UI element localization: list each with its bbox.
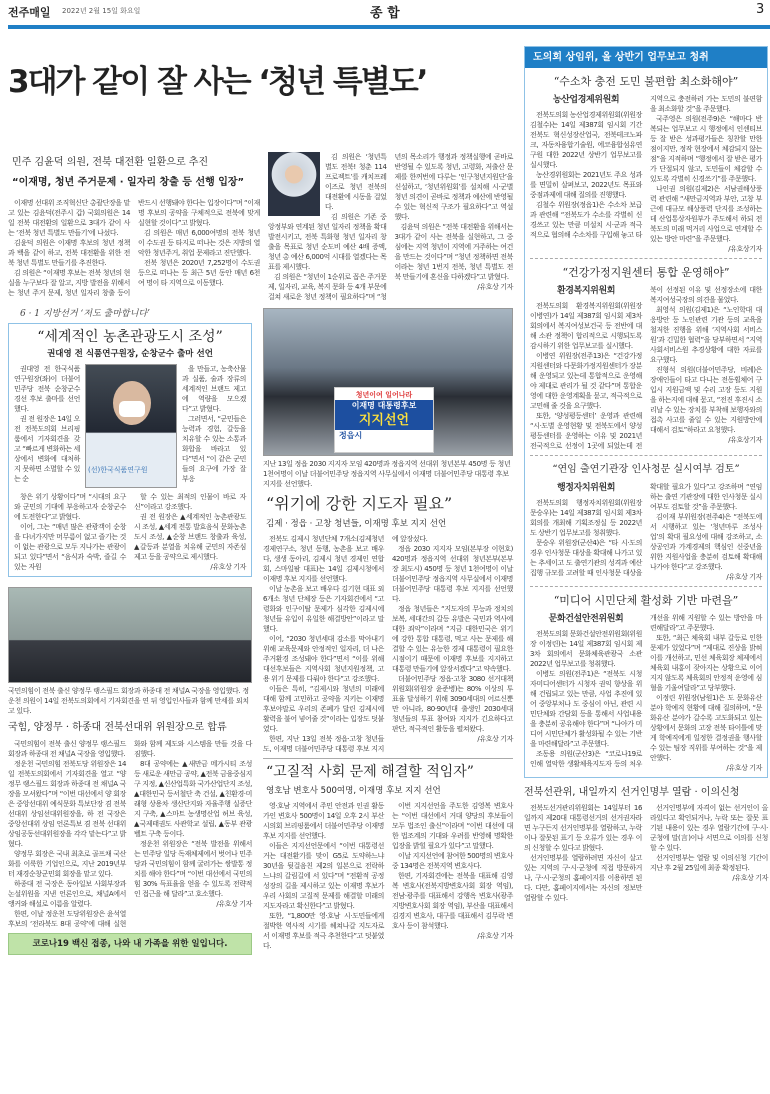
vaccine-banner: 코로나19 백신 접종, 나와 내 가족을 위한 일입니다.: [8, 933, 252, 955]
paragraph: 김이재 부위원장(전주4)은 “전북도에서 시행하고 있는 ‘청년마루 조성사업’의 확대 필요성에 대해 강조하고, 소상공인과 가계경제의 핵심인 신중년을 위한 지원사업을 충분히 검토해 확대해 나가야 한다”고 강조했다.: [650, 513, 762, 571]
byline: /유호상 기자: [477, 735, 513, 743]
ppp-body: [8, 739, 252, 929]
byline: /유호상기자: [728, 245, 762, 253]
paragraph: 국주영은 의원(전주9)은 “해마다 반복되는 업무보고 시 행정에서 인센티브 등 잘 받은 성과평가들은 칭찬할 만한 점이지만, 정작 현장에서 체감되지 않는 점”을 지적하며 “행정에서 잘 받은 평가가 단절되지 않고, 도민들이 체감할 수 있도록 각별히 신경쓰기”를 주문했다.: [650, 115, 762, 183]
paragraph: 이번 지지선언을 주도한 김영복 변호사는 “이번 대선에서 거대 양당의 후보들이 모두 법조인 출신”이라며 “이번 대선에 대한 법조계의 기대와 우려를 반영해 명확한 입장을 밝힐 필요가 있다”고 말했다.: [392, 802, 513, 850]
middle-column: [263, 308, 513, 955]
banner-line4: 정읍시: [339, 431, 363, 440]
paragraph: 농산경위원회는 2021년도 주요 성과를 면밀히 살펴보고, 2022년도 목표와 중점과제에 대해 질의를 진행했다.: [530, 171, 642, 199]
paragraph: 전북도의회 문화건설안전위원회(위원장 이정린)는 14일 제387회 임시회 제3차 회의에서 문화체육관광국 소관 2022년 업무보고를 청취했다.: [530, 630, 642, 668]
paragraph: 권대영 전 한국식품연구원장(좌)이 더불어민주당 전북 순창군수 경선 후보 출마를 선언했다.: [14, 365, 80, 413]
byline: /유호상 기자: [726, 573, 762, 581]
series-label: 6 · 1 지방선거 ‘저도 출마합니다’: [20, 309, 150, 319]
kwon-photo: [85, 364, 177, 488]
council-section-culture: [525, 594, 767, 777]
paragraph: 김철수 위원장(정읍1)은 수소차 보급과 관련해 “전북도가 수소를 각별히 신경쓰고 있는 만큼 미설치 시·군과 적극적으로 협의해 수소차를 구입해 놓고 타지역으로 충전하러 가는 도민의 불편함을 최소화할 것”을 주문했다.: [530, 95, 762, 239]
kwon-top-row: [14, 364, 246, 488]
paragraph: 나인권 의원(김제2)은 서남권해상풍력 관련해 “새만금지역과 부안, 고창 부근에 대규모 해상풍력 단지를 조성하는데 산업통상자원부가 주도해서 하되 전북도의 미래 먹거리 사업으로 연계할 수 있는 방안 마련”을 주문했다.: [650, 185, 762, 243]
section-headline: “건강가정지원센터 통합 운영해야”: [562, 266, 730, 279]
section-name: 종 합: [370, 6, 400, 21]
kwon-body-left: [14, 364, 80, 488]
page-number: 3: [756, 2, 765, 17]
council-section-admin: [525, 463, 767, 586]
paragraph: 이재명 선대위 조직혁신단 총괄단장을 맡고 있는 김윤덕(전주시 갑) 국회의원은 14일 전북 대전환의 일환으로 3대가 같이 사는 ‘전북 청년 특별도 만들기’에 나섰다.: [8, 199, 130, 237]
paragraph: 또한, ‘양성평등센터’ 운영과 관련해 “시·도별 운영현황 및 전북도에서 양성평등센터를 운영하는 이유 및 2021년 전국적으로 선정이 1곳에 되었는데 전북이 선정된 이유 및 선정장소에 대한 복지여성국장의 의견을 물었다.: [530, 286, 762, 450]
paragraph: 더불어민주당 정읍·고창 3080 선거대책위원회(위원장 윤준병)는 80% 이상의 투표율 달성하기 위해 3090세대의 어르신뿐만 아니라, 80·90년대 출생인 2030세대 청년들의 투표 참여와 지지가 긴요하다고 판단, 적극적인 활동을 펼쳐왔다.: [392, 675, 513, 733]
council-box: [524, 46, 768, 778]
kim-portrait: [268, 152, 320, 216]
main-body-left: [8, 198, 260, 298]
paragraph: 이병연 위원장(전주13)은 “건강가정지원센터와 다문화가정지원센터가 장분해 운영되고 있는데 통합적으로 운영해야 제대로 관리가 될 것 같다”며 통합운영에 대한 운영계획을 묻고, 적극적으로 고민해 줄 것을 요구했다.: [530, 352, 642, 410]
kwon-subhead: 권대영 전 식품연구원장, 순창군수 출마 선언: [47, 349, 213, 359]
committee-name: 문화건설안전위원회: [548, 614, 624, 624]
paragraph: 선거인명부를 열람하려면 자신이 살고 있는 지역의 구·시·군청에 직접 방문하거나, 구·시·군청의 홈페이지를 이용하면 된다. 다만, 홈페이지에서는 자신의 정보만 열람할 수 있다.: [524, 854, 642, 902]
election-headline: 전북선관위, 내일까지 선거인명부 열람 · 이의신청: [524, 787, 740, 798]
paragraph: 한편, 이날 정운천 도당위원장은 윤석열 후보의 ‘전라북도 8대 공약’에 대해 실현화와 함께 제도와 시스템을 만들 것을 다짐했다.: [8, 740, 252, 928]
paragraph: 정운천 국민의힘 전북도당 위원장은 14일 전북도의회에서 기자회견을 열고 “양정무 랭스필드 회장과 하종대 전 채널A 국장을 모셔왔다”며 “이번 대선에서 양 회장은 중앙선대위 예식문화 특보단장 겸 전북 선대위 상임선대위원장을, 하 전 국장은 중앙선대위 상임 언론특보 겸 전북 선대위 상임공동선대위원장을 각각 맡는다”고 밝혔다.: [8, 760, 126, 848]
divider: [263, 758, 513, 759]
rally-subhead: 김제 · 정읍 · 고창 청년들, 이재명 후보 지지 선언: [266, 519, 447, 529]
paragraph: 양정무 회장은 국내 최초로 골프채 국산화를 이룩한 기업인으로, 지난 2019년부터 재경순창군민회 회장을 맡고 있다.: [8, 850, 126, 878]
byline: /유호상 기자: [726, 764, 762, 772]
paragraph: 전북도 김제시 청년단체 7개소(김제청년 경제연구소, 청년 동행, 농촌을 보고 배우다, 생생 동아리, 김제시 청년 경제인 연합회, 스마일팜 대표)는 14일 김제시청에서 이재명 후보 지지를 선언했다.: [263, 535, 384, 583]
paragraph: 정읍 2030 지지자 모임(본부장 이현호) 420명과 정읍지역 선대위 청년본부(본부장 최도시) 450명 등 청년 1천여명이 이날 더불어민주당 정읍지역 사무실에서 이재명 더불어민주당 대통령 후보 지지를 선언했다.: [392, 545, 513, 603]
paragraph: 이날 지지선언에 참여한 500명의 변호사 중 134명은 전북지역 변호사다.: [392, 852, 513, 870]
paragraph: 이병도 의원(전주1)은 “전북도 시청자미디어센터가 시청자 권익 향상을 위해 건립되고 있는 만큼, 사업 추진에 있어 중앙부처나 도 중심이 아닌, 관련 시민단체와 간담회 등을 통해서 사업내용을 충분히 공유해야 한다”며 “나아가 미디어 시민단체가 활성화될 수 있는 기반을 마련해달라”고 주문했다.: [530, 670, 642, 748]
left-area: [8, 152, 513, 955]
paragraph: 권 전 원장은 14일 오전 전북도의회 브리핑룸에서 기자회견을 갖고 “빠르게 변화하는 세상에서 변화에 대처하지 못하면 소멸할 수 있는 순: [14, 415, 80, 483]
paragraph: 전북도의회 환경복지위원회(위원장 이병연)가 14일 제387회 임시회 제3차 회의에서 복지여성보건국 등 전반에 대해 소관 정책이 합리적으로 시행되도록 감시하기 위한 업무보고를 실시했다.: [530, 302, 642, 350]
byline: /유호상 기자: [477, 283, 513, 291]
paragraph: 전북도선거관리위원회는 14일부터 16일까지 제20대 대통령선거의 선거권자라면 누구든지 선거인명부를 열람하고, 누락이나 잘못된 표기 등 오류가 있는 경우 이의 신청할 수 있다고 밝혔다.: [524, 804, 642, 852]
main-article-left: [8, 152, 260, 302]
rally-photo: [263, 308, 513, 456]
paragraph: 김 의원은 “청년이 1순위로 꼽은 주거문제, 일자리, 교육, 복지 문화 등 4개 부문에 걸쳐 새로운 청년 정책이 필요하다”며 “청년의 목소리가 행정과 정책실행에 곧바로 반영될 수 있도록 청년, 고령화, 저출산 문제를 한꺼번에 다루는 ‘인구청년지원단’을 신설하고, ‘청년위원회’를 설치해 시·군별 청년 의견이 곧바로 정책과 예산에 반영될 수 있는 혁신적 구조가 필요하다”고 역설했다.: [268, 153, 513, 301]
paragraph: 창은 위기 상황이다”며 “시대의 요구와 군민의 기대에 부응하고자 순창군수에 도전한다”고 밝혔다.: [14, 493, 126, 521]
committee-name: 행정자치위원회: [556, 483, 616, 493]
committee-name: 농산업경제위원회: [552, 95, 620, 105]
paragraph: 한편, 기자회견에는 전북을 대표해 김영복 변호사(전북지방변호사회 회장 역임), 전남·광주를 대표해서 강행옥 변호사(광주지방변호사회 회장 역임), 부산을 대표해서 김경지 변호사, 대구를 대표해서 김무락 변호사 등이 참석했다.: [392, 872, 513, 930]
rally-body: [263, 534, 513, 754]
divider: [530, 258, 762, 259]
banner-line2: 이재명 대통령후보: [335, 400, 433, 412]
paragraph: 이어, “2030 청년세대 감소를 막아내기 위해 교육문제와 안정적인 일자리, 더 나은 주거환경 조성돼야 한다”면서 “이를 위해 대선후보들은 지역사회 청년지원정책, 고용 위기 문제를 다뤄야 한다”고 강조했다.: [263, 635, 384, 683]
paragraph: 전북 청년은 2020년 7,252명이 수도권 등으로 떠나는 등 최근 5년 동안 매년 6천여 명이 타 지역으로 이동했다.: [138, 259, 260, 287]
paragraph: 최영석 의원(김제1)은 “노인학대 대응방안 등 노인관련 기관 등의 교육을 철저한 진행을 위해 ‘지역사회 서비스원’과 긴밀한 협력”을 당부하면서 “지역사회서비스원 추경상황에 대한 자료를 요구했다.: [650, 306, 762, 364]
paragraph: 또한, “최근 체육회 내부 갈등로 인한 문제가 있었다”며 “제대로 진상을 밝혀 이를 개선하고, 민선 체육회장 체제에서 체육회 내홍이 잦아지는 상황으로 이어지지 않도록 체육회의 안정적 운영에 심혈을 기울여달라”고 당부했다.: [650, 634, 762, 692]
kwon-body-right: [182, 364, 246, 488]
main-headline: 3대가 같이 잘 사는 ‘청년 특별도’: [8, 64, 427, 100]
paragraph: 이들은 특히, “김제시와 청년의 미래에 대해 함께 고민하고 공약을 지키는 이재명 후보야말로 우리의 존폐가 달린 김제시에 활력을 불어 넣어줄 것”이라는 입장도 덧붙였다.: [263, 685, 384, 733]
paragraph: 을 만들고, 농축산물과 실품, 술과 장류의 세계적인 브랜드 제고에 역량을 모으겠다”고 밝혔다.: [182, 365, 246, 413]
paragraph: 그러면서, “군민들은 능력과 경험, 갈등을 치유할 수 있는 소통과 화합을 바라고 있다”면서 “이 같은 군민들의 요구에 가장 잘 부응: [182, 415, 246, 483]
paragraph: 문승우 위원장(군산4)은 “타 시·도의 경우 인사청문 대상을 확대해 나가고 있는 추세이고 도 출연기관의 성격과 예산 집행 규모를 고려할 때 인사청문 대상을 확대할 필요가 있다”고 강조하며 “연임하는 출연 기관장에 대한 인사청문 실시 여부도 검토할 것”을 주문했다.: [530, 483, 762, 577]
byline: /유호상 기자: [216, 900, 252, 908]
election-body: [524, 803, 768, 903]
paragraph: 할 수 있는 최적의 인물이 바로 자신”이라고 강조했다.: [134, 493, 246, 511]
paragraph: 김 의원은 기존 중앙정부와 연계된 청년 일자리 정책을 확대 발전시키고, 전북 특화형 청년 일자리 창출을 목표로 청년 순도비 예산 4배 증액, 청년 총 예산 6,000억 시대를 열겠다는 목표를 제시했다.: [268, 213, 387, 271]
right-column: [524, 46, 768, 903]
section-headline: “연임 출연기관장 인사청문 실시여부 검토”: [552, 464, 740, 475]
paragraph: 이들은 지지선언문에서 “이번 대통령선거는 대전환기를 맞이 G5로 도약하느냐 30년을 뒷걸음친 제2의 일본으로 전락하느냐의 갈림길에 서 있다”며 “전환적 공정 성장의 길을 제시하고 있는 이재명 후보가 우리 사회의 고질적 문제를 해결할 미래의 지도자라고 확신한다”고 밝혔다.: [263, 842, 384, 910]
rally-caption: 지난 13일 정읍 2030 지지자 모임 420명과 정읍지역 선대위 청년본부 450명 등 청년 1천여명이 이날 더불어민주당 정읍지역 사무실에서 이재명 더불어민주당 대통령 후보 지지를 선언했다.: [263, 460, 511, 488]
paragraph: 정읍 청년들은 “지도자의 무능과 정치의 보복, 세대간의 갈등 유발은 국민과 역사에 대한 죄악”이라며 “지금 대한민국은 위기에 강한 통합 대통령, 먹고 사는 문제를 해결할 수 있는 유능한 경제 대통령이 필요한 시점이기 때문에 이재명 후보를 지지하고 대통령 만들기에 앞장서겠다”고 약속했다.: [392, 605, 513, 673]
paragraph: 김 의원은 “이재명 후보는 전북 청년의 현실을 누구보다 잘 알고, 지방 발전을 위해서는 청년 주거 문제, 청년 일자리 창출 등이 반드시 선행돼야 한다는 입장이다”며 “이재명 후보의 공약을 구체적으로 전북에 맞게 실현할 것이다”고 밝혔다.: [8, 199, 260, 297]
byline: /유호상 기자: [210, 563, 246, 571]
paragraph: 권 전 원장은 ▲세계적인 농촌관광도시 조성, ▲세계 전통 발효음식 문화농촌도시 조성, ▲순창 브랜드 창출과 육성, ▲갈등과 분열을 치유해 군민의 자존심 제고 등을 공약으로 제시했다.: [134, 513, 246, 561]
lawyers-subhead: 영호남 변호사 500여명, 이재명 후보 지지 선언: [266, 786, 441, 796]
paragraph: 이어, 그는 “매년 많은 관광객이 순창을 다녀가지만 머무름이 없고 즐기는 것이 없는 관광으로 모두 지나가는 관광이 되고 있다”면서 “음식과 숙박, 즐길 수 있는 자원: [14, 523, 126, 571]
paragraph: 김윤덕 의원은 “전북 대전환을 위해서는 3대가 같이 사는 전북을 실현하고, 그 중심에는 지역 청년이 지역에 거주하는 여건을 만드는 것이다”며 “청년 정책하면 전북이라는 청년 1번지 전북, 청년 특별도 전북 만들기에 혼신을 다하겠다”고 밝혔다.: [394, 223, 513, 281]
masthead-date: 2022년 2월 15일 화요일: [62, 7, 141, 15]
byline: /유호상 기자: [477, 932, 513, 940]
paragraph: 이날 농촌을 보고 배우다 김기현 대표 외 6개소 청년 단체장 등은 기자회견에서 “고령화와 인구이탈 문제가 심각한 김제시에 청년들 유입이 유일한 해결방안”이라고 말했다.: [263, 585, 384, 633]
left-column: [8, 308, 252, 955]
kwon-body-bottom: [14, 492, 246, 572]
kwon-photo-sign: (선)한국식품연구원: [88, 466, 148, 474]
ppp-photo: [8, 587, 252, 683]
main-article: [8, 152, 513, 302]
banner-line3: 지지선언: [335, 412, 433, 430]
paragraph: 조동용 의원(군산3)은 “코로나19로 인해 열악한 생활체육지도자 등의 처우개선을 위해 지원할 수 있는 방안을 마련해달라”고 주문했다.: [530, 614, 762, 768]
main-subhead-1: 민주 김윤덕 의원, 전북 대전환 일환으로 추진: [12, 157, 209, 168]
paragraph: 8대 공약에는 ▲새만금 메가시티 조성 등 새로운 새만금 공약, ▲전북 금융중심지구 지정, ▲신산업특화 국가산업단지 조성, ▲대한민국 등서철단 축 건설, ▲친환경·미래형 상용차 생산단지와 자율주행 실증단지 구축, ▲스마트 농생명산업 허브 육성, ▲국제태권도 사관학교 설립, ▲동부 관광벨트 구축 등이다.: [134, 760, 252, 838]
paragraph: 김윤덕 의원은 이재명 후보의 청년 정책과 백을 같이 하고, 전북 대전환을 위한 전북 청년 특별도 만들기를 추진한다.: [8, 239, 130, 267]
kwon-article-box: [8, 323, 252, 577]
divider: [530, 455, 762, 456]
paragraph: 영·호남 지역에서 주민 안전과 인권 활동가인 변호사 500명이 14일 오후 2시 부산시의회 브리핑룸에서 더불어민주당 이재명 후보 지지를 선언했다.: [263, 802, 384, 840]
paragraph: 정운천 위원장은 “전북 발전을 위해서는 민주당 일당 독재체제에서 벗어나 민주당과 국민의힘이 함께 굴러가는 쌍발통 정치를 해야 한다”며 “이번 대선에서 국민의힘 30% 득표율을 얻을 수 있도록 전략적인 접근을 해 달라”고 호소했다.: [134, 840, 252, 898]
header-rule: [8, 25, 770, 29]
banner-line1: 청년이여 일어나라: [355, 391, 413, 399]
paragraph: 선거인명부는 열람 및 이의신청 기간이 지난 후 2월 25일에 최종 확정된다.: [650, 854, 768, 872]
main-subhead-2: “이재명, 청년 주거문제 · 일자리 창출 등 선행 입장”: [12, 177, 245, 188]
ppp-caption: 국민의힘이 전북 출신 양정무 랭스필드 회장과 하종대 전 채널A 국장을 영입했다. 정운천 의원이 14일 전북도의회에서 기자회견을 연 뒤 영입인사들과 함께 만세를 외치고 있다.: [8, 687, 249, 715]
paragraph: 한편, 지난 13일 전북 정읍·고창 청년들도, 이재명 더불어민주당 대통령 후보 지지에 앞장섰다.: [263, 535, 428, 753]
section-headline: “미디어 시민단체 활성화 기반 마련을”: [553, 594, 739, 607]
lawyers-body: [263, 801, 513, 951]
byline: /유호상 기자: [732, 874, 768, 882]
committee-name: 환경복지위원회: [556, 286, 616, 296]
lawyers-headline: “고질적 사회 문제 해결할 적임자”: [266, 764, 474, 780]
council-bar: 도의회 상임위, 올 상반기 업무보고 청취: [525, 47, 767, 68]
council-section-agri: [525, 75, 767, 258]
council-section-welfare: [525, 266, 767, 455]
paragraph: 선거인명부에 자격이 없는 선거인이 올라있다고 확인되거나, 누락 또는 잘못 표기된 내용이 있는 경우 열람기간에 구·시·군청에 말(言)이나 서면으로 이의를 신청할 수 있다.: [650, 804, 768, 852]
paragraph: 김 의원은 ‘청년특별도 전북! 청춘 114 프로젝트’를 캐치프레이즈로 청년 전북의 대전환에 시동을 걸었다.: [325, 153, 387, 211]
paragraph: 전북도의회 행정자치위원회(위원장 문승우)는 14일 제387회 임시회 제3차 회의를 개최해 기획조정실 등 2022년도 상반기 업무보고를 청취했다.: [530, 499, 642, 537]
paragraph: 또한, “1,800만 영·호남 시·도민들에게 절박한 역사적 시기를 헤쳐나갈 지도자로서 이재명 후보를 적극 추천한다”고 덧붙였다.: [263, 912, 384, 950]
paragraph: 이정린 위원장(남원1)은 도 문화유산 분야 학예직 현황에 대해 질의하며, “문화유산 분야가 갈수록 고도화되고 있는 상황에서 문화의 고장 전북 타이틀에 맞게 학예직에게 일정한 결정권을 행사할 수 있는 팀장 직위를 부여하는 것”을 제안했다.: [650, 694, 762, 762]
divider: [530, 586, 762, 587]
paragraph: 김 의원은 매년 6,000여명의 전북 청년이 수도권 등 타지로 떠나는 것은 지방의 열악한 청년주거, 취업 문제라고 진단했다.: [138, 229, 260, 257]
paragraph: 국민의힘이 전북 출신 양정무 랭스필드 회장과 하종대 전 채널A 국장을 영입했다.: [8, 740, 126, 758]
paragraph: 하종대 전 국장은 동아일보 사회부장과 논설위원을 지낸 언론인으로, 채널A에서 앵커와 해설로 이름을 알렸다.: [8, 880, 126, 908]
byline: /유호상기자: [728, 436, 762, 444]
masthead-paper: 전주매일: [8, 6, 51, 19]
main-body-right: [268, 152, 513, 302]
rally-headline: “위기에 강한 지도자 필요”: [266, 494, 453, 513]
paragraph: 전북도의회 농산업경제위원회(위원장 김철수)는 14일 제387회 임시회 기간 전북도 혁신성장산업국, 전북테크노파크, 자동차융합기술원, 에코융합섬유연구원 대한 2022년 상반기 업무보고를 실시했다.: [530, 111, 642, 169]
lower-columns: [8, 308, 513, 955]
kwon-headline: “세계적인 농촌관광도시 조성”: [37, 329, 223, 345]
ppp-headline: 국힘, 양정무 · 하종대 전북선대위 위원장으로 합류: [8, 722, 227, 733]
paragraph: 진형석 의원(더불어민주당, 비례)은 장애인들이 타고 다니는 전동휠체어 구입시 지원금액 및 수리 고장 등도 지원을 하는지에 대해 묻고, “전진 후진시 소리날 수 있는 장치를 부착해 보행자와의 접촉 사고를 줄일 수 있는 지원방안에 대해서 검토”하라고 요청했다.: [650, 366, 762, 434]
section-headline: “수소차 충전 도민 불편함 최소화해야”: [553, 75, 739, 88]
